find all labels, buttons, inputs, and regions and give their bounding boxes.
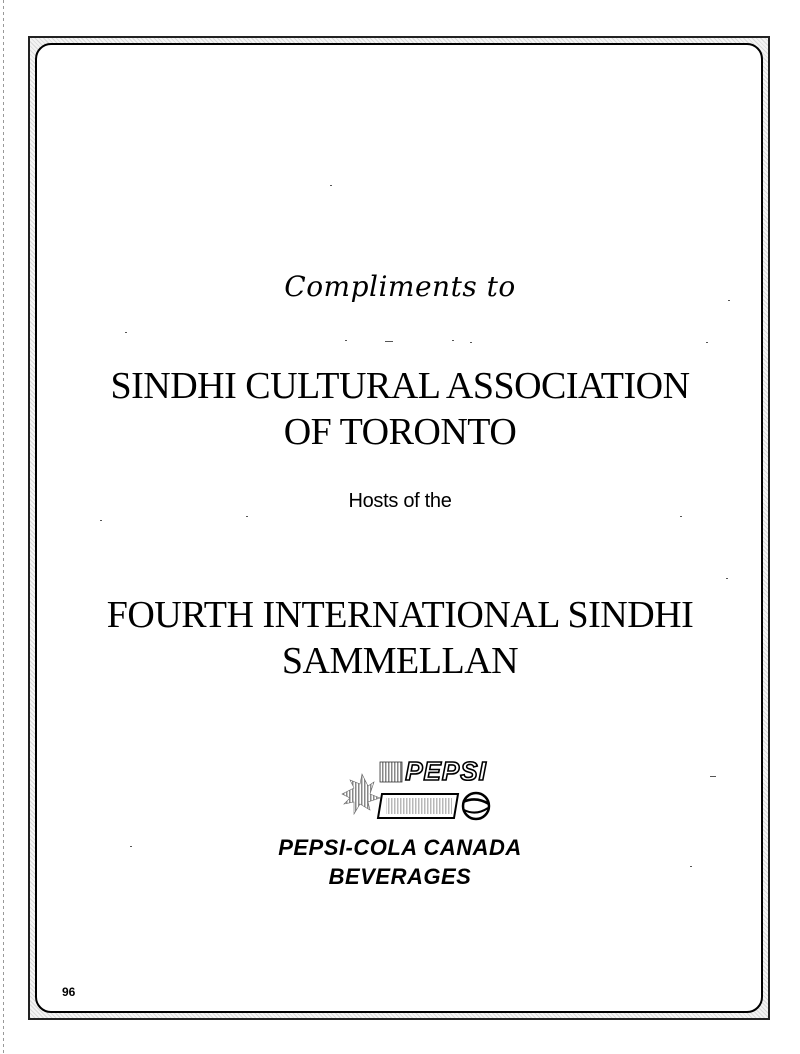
- scan-speck: [706, 342, 708, 343]
- pepsi-wordmark: PEPSI: [405, 758, 487, 786]
- scan-speck: [710, 776, 716, 777]
- scan-speck: [385, 341, 393, 342]
- scan-speck: [726, 578, 728, 579]
- scan-speck: [125, 332, 127, 333]
- scan-speck: [452, 340, 454, 341]
- organization-line-2: OF TORONTO: [283, 411, 517, 453]
- hosts-text: Hosts of the: [348, 490, 452, 512]
- scan-speck: [100, 520, 102, 521]
- scan-speck: [330, 185, 332, 186]
- sponsor-line-2: BEVERAGES: [328, 864, 472, 889]
- sponsor-name: [0, 833, 800, 891]
- page-number: 96: [62, 985, 76, 999]
- scan-edge: [3, 0, 4, 1054]
- organization-name: [0, 363, 800, 455]
- sponsor-line-1: PEPSI-COLA CANADA: [278, 835, 522, 860]
- scan-speck: [680, 516, 682, 517]
- organization-line-1: SINDHI CULTURAL ASSOCIATION: [110, 365, 690, 407]
- maple-leaf-icon: [342, 774, 380, 814]
- scan-speck: [345, 340, 347, 341]
- event-line-1: FOURTH INTERNATIONAL SINDHI: [106, 594, 694, 636]
- event-line-2: SAMMELLAN: [281, 640, 519, 682]
- scan-speck: [470, 342, 472, 343]
- scan-speck: [246, 516, 248, 517]
- event-name: [0, 592, 800, 684]
- compliments-heading: Compliments to: [284, 270, 516, 303]
- pepsi-logo: [340, 758, 510, 826]
- pepsi-globe-icon: [463, 793, 489, 819]
